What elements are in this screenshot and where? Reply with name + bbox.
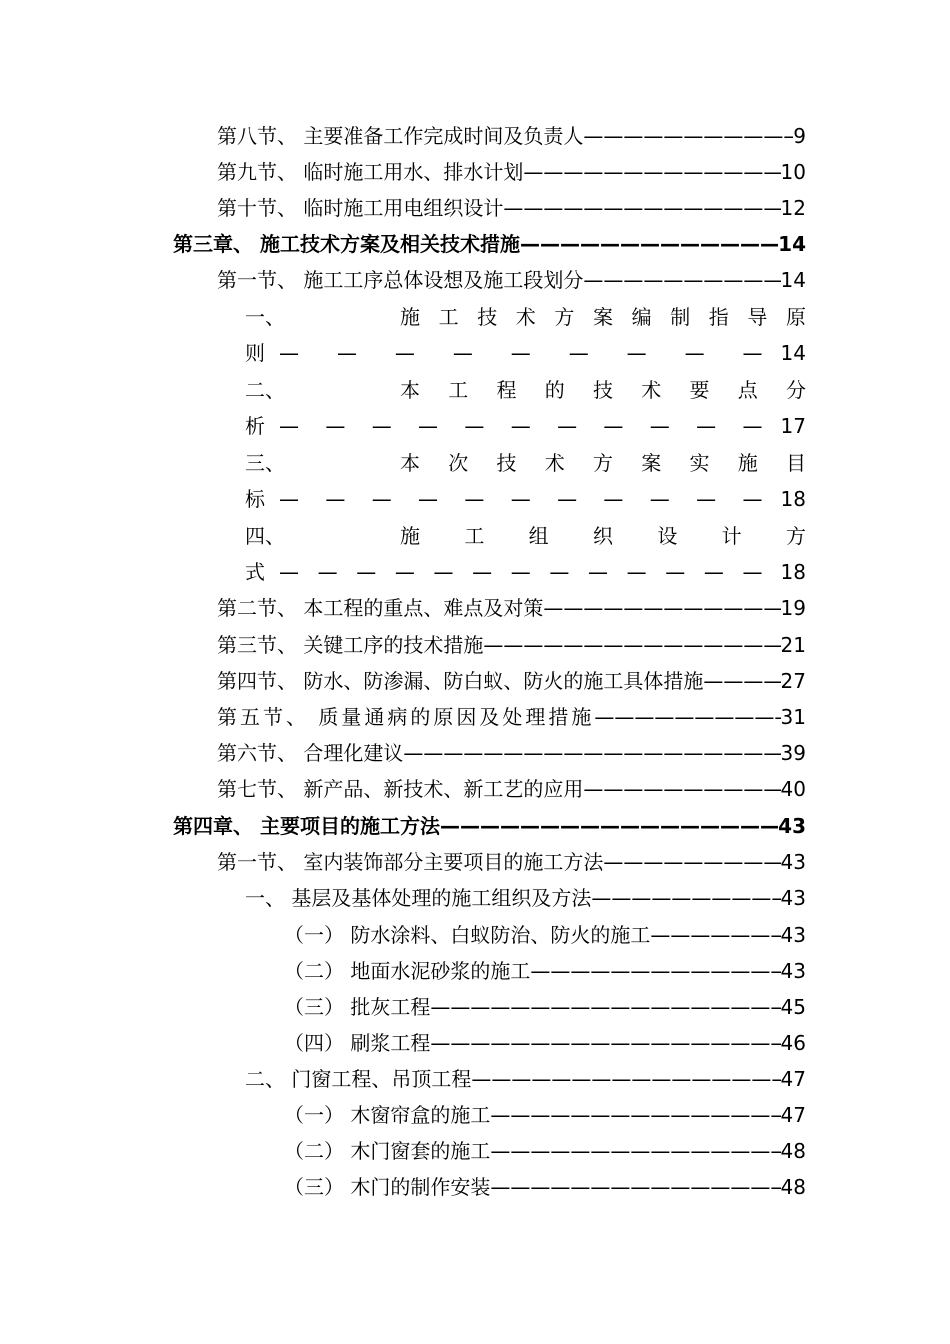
toc-entry-continuation: 析 xyxy=(245,414,265,438)
toc-page-number: 14 xyxy=(778,232,806,256)
toc-leader xyxy=(490,1133,780,1169)
toc-entry-continuation: 式 xyxy=(245,560,265,584)
toc-leader xyxy=(603,844,780,880)
toc-entry[interactable] xyxy=(284,1025,806,1061)
toc-entry-line2[interactable] xyxy=(245,554,806,590)
toc-entry-number: 三、 xyxy=(245,451,285,475)
toc-page-number: 48 xyxy=(780,1175,806,1199)
toc-entry-line1[interactable] xyxy=(245,372,806,408)
toc-entry-line2[interactable] xyxy=(245,335,806,371)
toc-leader xyxy=(591,880,780,916)
toc-entry-label: 第三节、 关键工序的技术措施 xyxy=(217,633,484,657)
toc-entry-label: 第五节、 质量通病的原因及处理措施 xyxy=(217,705,595,729)
toc-entry-label: 第四节、 防水、防渗漏、防白蚁、防火的施工具体措施 xyxy=(217,669,704,693)
toc-leader xyxy=(483,627,780,663)
toc-entry-label: 第二节、 本工程的重点、难点及对策 xyxy=(217,596,544,620)
toc-page-number: 9 xyxy=(793,124,806,148)
toc-page-number: 47 xyxy=(780,1103,806,1127)
toc-leader: — — — — — — — — — — — — — xyxy=(279,560,763,584)
toc-page-number: 47 xyxy=(780,1067,806,1091)
toc-page-number: 43 xyxy=(778,814,806,838)
toc-entry[interactable] xyxy=(217,154,806,190)
toc-entry-number: 二、 xyxy=(245,378,285,402)
toc-page-number: 31 xyxy=(780,705,806,729)
toc-entry-label: 二、 门窗工程、吊顶工程 xyxy=(245,1067,472,1091)
toc-leader: — — — — — — — — — — — xyxy=(279,414,763,438)
toc-leader xyxy=(440,808,778,844)
toc-entry-label: （一） 防水涂料、白蚁防治、防火的施工 xyxy=(284,923,651,947)
toc-entry-label: 第三章、 施工技术方案及相关技术措施 xyxy=(173,232,520,256)
toc-entry-number: 一、 xyxy=(245,305,285,329)
toc-entry[interactable] xyxy=(284,989,806,1025)
toc-entry-label: 第四章、 主要项目的施工方法 xyxy=(173,814,440,838)
toc-page-number: 14 xyxy=(780,341,806,365)
toc-entry-label: （二） 木门窗套的施工 xyxy=(284,1139,491,1163)
toc-entry-label: 第一节、 施工工序总体设想及施工段划分 xyxy=(217,268,584,292)
toc-entry-label: （一） 木窗帘盒的施工 xyxy=(284,1103,491,1127)
toc-entry-line1[interactable] xyxy=(245,445,806,481)
toc-chapter-entry[interactable] xyxy=(173,808,806,844)
toc-page-number: 43 xyxy=(780,959,806,983)
toc-leader xyxy=(650,917,780,953)
toc-leader xyxy=(543,590,780,626)
toc-entry-label: 第七节、 新产品、新技术、新工艺的应用 xyxy=(217,777,584,801)
toc-leader xyxy=(583,771,780,807)
toc-entry-label: 第九节、 临时施工用水、排水计划 xyxy=(217,160,524,184)
toc-entry-line2[interactable] xyxy=(245,481,806,517)
toc-entry-line1[interactable] xyxy=(245,518,806,554)
toc-entry[interactable] xyxy=(217,771,806,807)
toc-page-number: 40 xyxy=(780,777,806,801)
toc-entry-continuation: 则 xyxy=(245,341,265,365)
toc-entry[interactable] xyxy=(217,844,806,880)
toc-leader xyxy=(703,663,780,699)
toc-entry[interactable] xyxy=(284,1097,806,1133)
toc-entry-label: （三） 木门的制作安装 xyxy=(284,1175,491,1199)
toc-page-number: 21 xyxy=(780,633,806,657)
toc-entry[interactable] xyxy=(284,1133,806,1169)
toc-page-number: 18 xyxy=(780,560,806,584)
toc-page-number: 17 xyxy=(780,414,806,438)
toc-leader xyxy=(583,118,793,154)
toc-leader xyxy=(490,1169,780,1205)
toc-page-number: 43 xyxy=(780,923,806,947)
toc-entry-line1[interactable] xyxy=(245,299,806,335)
toc-entry-label: 一、 基层及基体处理的施工组织及方法 xyxy=(245,886,592,910)
toc-entry-label: 施 工 组 织 设 计 方 xyxy=(400,524,806,548)
toc-leader: — — — — — — — — — xyxy=(279,341,763,365)
toc-page-number: 10 xyxy=(780,160,806,184)
toc-page-number: 19 xyxy=(780,596,806,620)
toc-entry-label: 施 工 技 术 方 案 编 制 指 导 原 xyxy=(400,305,806,329)
toc-leader xyxy=(403,735,780,771)
toc-chapter-entry[interactable] xyxy=(173,226,806,262)
toc-leader xyxy=(471,1061,780,1097)
toc-entry-label: （三） 批灰工程 xyxy=(284,995,431,1019)
toc-page-number: 48 xyxy=(780,1139,806,1163)
toc-leader xyxy=(594,699,780,735)
toc-page-number: 39 xyxy=(780,741,806,765)
toc-page-number: 43 xyxy=(780,850,806,874)
toc-leader xyxy=(523,154,780,190)
toc-entry-label: （四） 刷浆工程 xyxy=(284,1031,431,1055)
toc-leader xyxy=(503,190,780,226)
toc-leader xyxy=(430,1025,780,1061)
toc-page-number: 27 xyxy=(780,669,806,693)
toc-leader xyxy=(490,1097,780,1133)
toc-page-number: 45 xyxy=(780,995,806,1019)
toc-entry[interactable] xyxy=(217,118,806,154)
toc-entry-continuation: 标 xyxy=(245,487,265,511)
toc-entry-label: 第一节、 室内装饰部分主要项目的施工方法 xyxy=(217,850,604,874)
toc-entry[interactable] xyxy=(217,190,806,226)
toc-page-number: 12 xyxy=(780,196,806,220)
toc-entry[interactable] xyxy=(284,917,806,953)
toc-page-number: 43 xyxy=(780,886,806,910)
toc-entry[interactable] xyxy=(284,1169,806,1205)
toc-entry-number: 四、 xyxy=(245,524,285,548)
toc-leader xyxy=(430,989,780,1025)
toc-entry[interactable] xyxy=(217,590,806,626)
toc-leader xyxy=(520,226,778,262)
toc-entry-label: 第八节、 主要准备工作完成时间及负责人 xyxy=(217,124,584,148)
toc-entry-label: 第十节、 临时施工用电组织设计 xyxy=(217,196,504,220)
toc-leader xyxy=(530,953,780,989)
toc-entry-label: 第六节、 合理化建议 xyxy=(217,741,404,765)
toc-entry[interactable] xyxy=(217,627,806,663)
toc-entry[interactable] xyxy=(217,699,806,735)
toc-entry-label: （二） 地面水泥砂浆的施工 xyxy=(284,959,531,983)
toc-entry-label: 本 次 技 术 方 案 实 施 目 xyxy=(400,451,806,475)
toc-entry-line2[interactable] xyxy=(245,408,806,444)
toc-entry[interactable] xyxy=(217,262,806,298)
toc-page-number: 14 xyxy=(780,268,806,292)
toc-entry-label: 本 工 程 的 技 术 要 点 分 xyxy=(400,378,806,402)
toc-page-number: 18 xyxy=(780,487,806,511)
toc-entry[interactable] xyxy=(217,663,806,699)
toc-entry[interactable] xyxy=(245,1061,806,1097)
toc-entry[interactable] xyxy=(245,880,806,916)
toc-leader: — — — — — — — — — — — xyxy=(279,487,763,511)
toc-leader xyxy=(583,262,780,298)
toc-entry[interactable] xyxy=(217,735,806,771)
toc-page-number: 46 xyxy=(780,1031,806,1055)
toc-entry[interactable] xyxy=(284,953,806,989)
